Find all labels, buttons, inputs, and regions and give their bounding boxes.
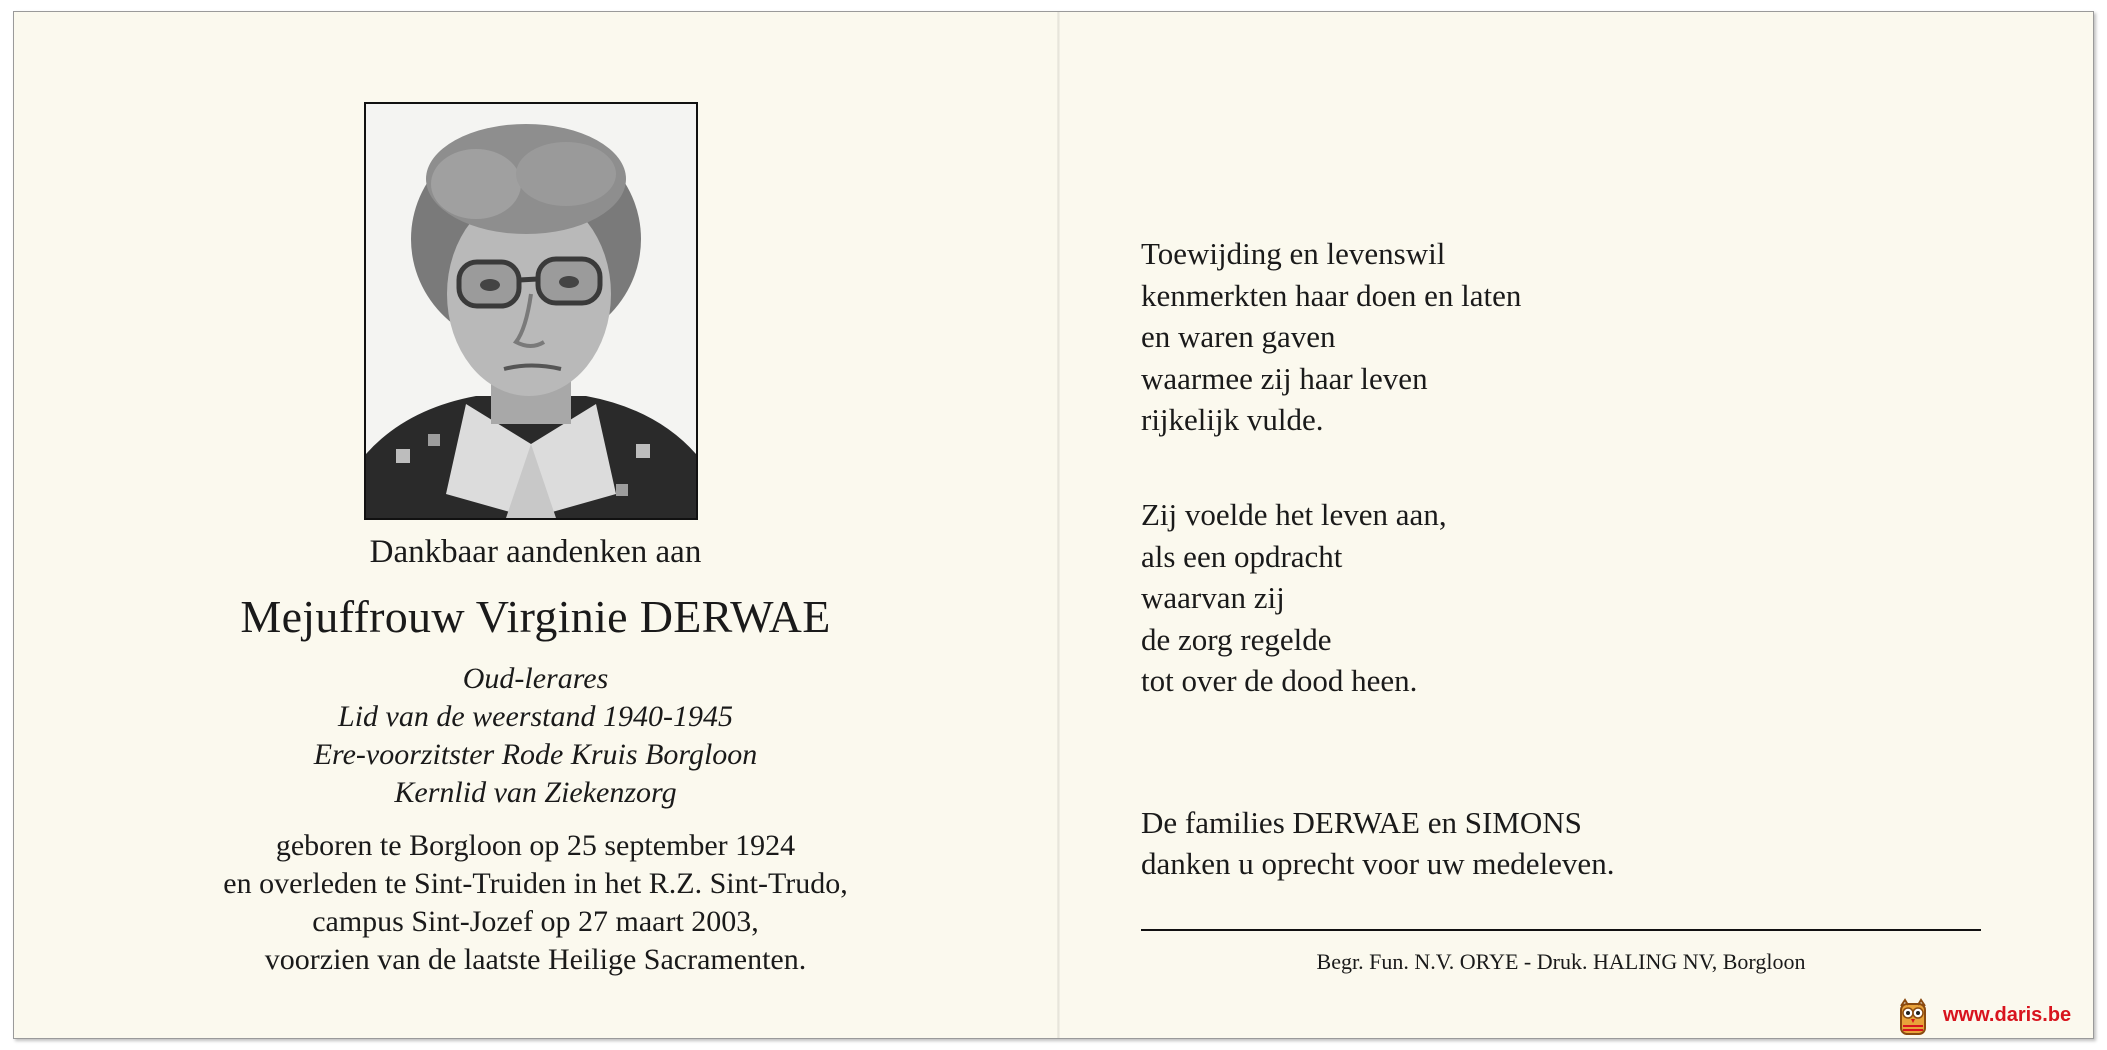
intro-line: Dankbaar aandenken aan — [369, 534, 702, 570]
verse-line: rijkelijk vulde. — [1141, 402, 1324, 437]
portrait-photo — [364, 102, 698, 520]
verse-line: Zij voelde het leven aan, — [1141, 497, 1447, 532]
title-line: Ere-voorzitster Rode Kruis Borgloon — [313, 738, 758, 771]
divider-line — [1141, 929, 1981, 931]
verse-stanza-1 — [1141, 233, 1521, 441]
thanks-line: De families DERWAE en SIMONS — [1141, 805, 1582, 840]
verse-line: en waren gaven — [1141, 319, 1336, 354]
family-thanks — [1141, 802, 1614, 884]
portrait-image — [366, 104, 696, 518]
bio-block — [14, 827, 1057, 979]
verse-line: Toewijding en levenswil — [1141, 236, 1446, 271]
verse-line: als een opdracht — [1141, 538, 1343, 574]
thanks-line: danken u oprecht voor uw medeleven. — [1141, 846, 1615, 881]
title-line: Kernlid van Ziekenzorg — [394, 776, 677, 809]
titles-block — [14, 660, 1057, 812]
bio-line: en overleden te Sint-Truiden in het R.Z. Sint-Trudo, — [223, 867, 848, 900]
verse-line: waarvan zij — [1141, 580, 1285, 615]
left-panel — [14, 12, 1057, 1038]
deceased-name: Mejuffrouw Virginie DERWAE — [240, 591, 831, 642]
watermark — [1897, 996, 2097, 1038]
title-line: Lid van de weerstand 1940-1945 — [338, 700, 733, 733]
bio-line: geboren te Borgloon op 25 september 1924 — [275, 829, 796, 862]
memorial-card — [13, 11, 2094, 1039]
printer-credit: Begr. Fun. N.V. ORYE - Druk. HALING NV, Borgloon — [1316, 949, 1806, 974]
verse-stanza-2 — [1141, 494, 1447, 702]
verse-line: waarmee zij haar leven — [1141, 360, 1428, 396]
card-fold — [1057, 12, 1060, 1038]
title-line: Oud-lerares — [462, 662, 609, 695]
verse-line: tot over de dood heen. — [1141, 663, 1418, 698]
watermark-text[interactable]: www.daris.be — [1943, 1004, 2072, 1026]
bio-line: campus Sint-Jozef op 27 maart 2003, — [312, 905, 759, 938]
verse-line: kenmerkten haar doen en laten — [1141, 277, 1522, 313]
bio-line: voorzien van de laatste Heilige Sacramenten. — [264, 943, 807, 976]
verse-line: de zorg regelde — [1141, 621, 1332, 657]
owl-icon — [1897, 998, 1929, 1038]
